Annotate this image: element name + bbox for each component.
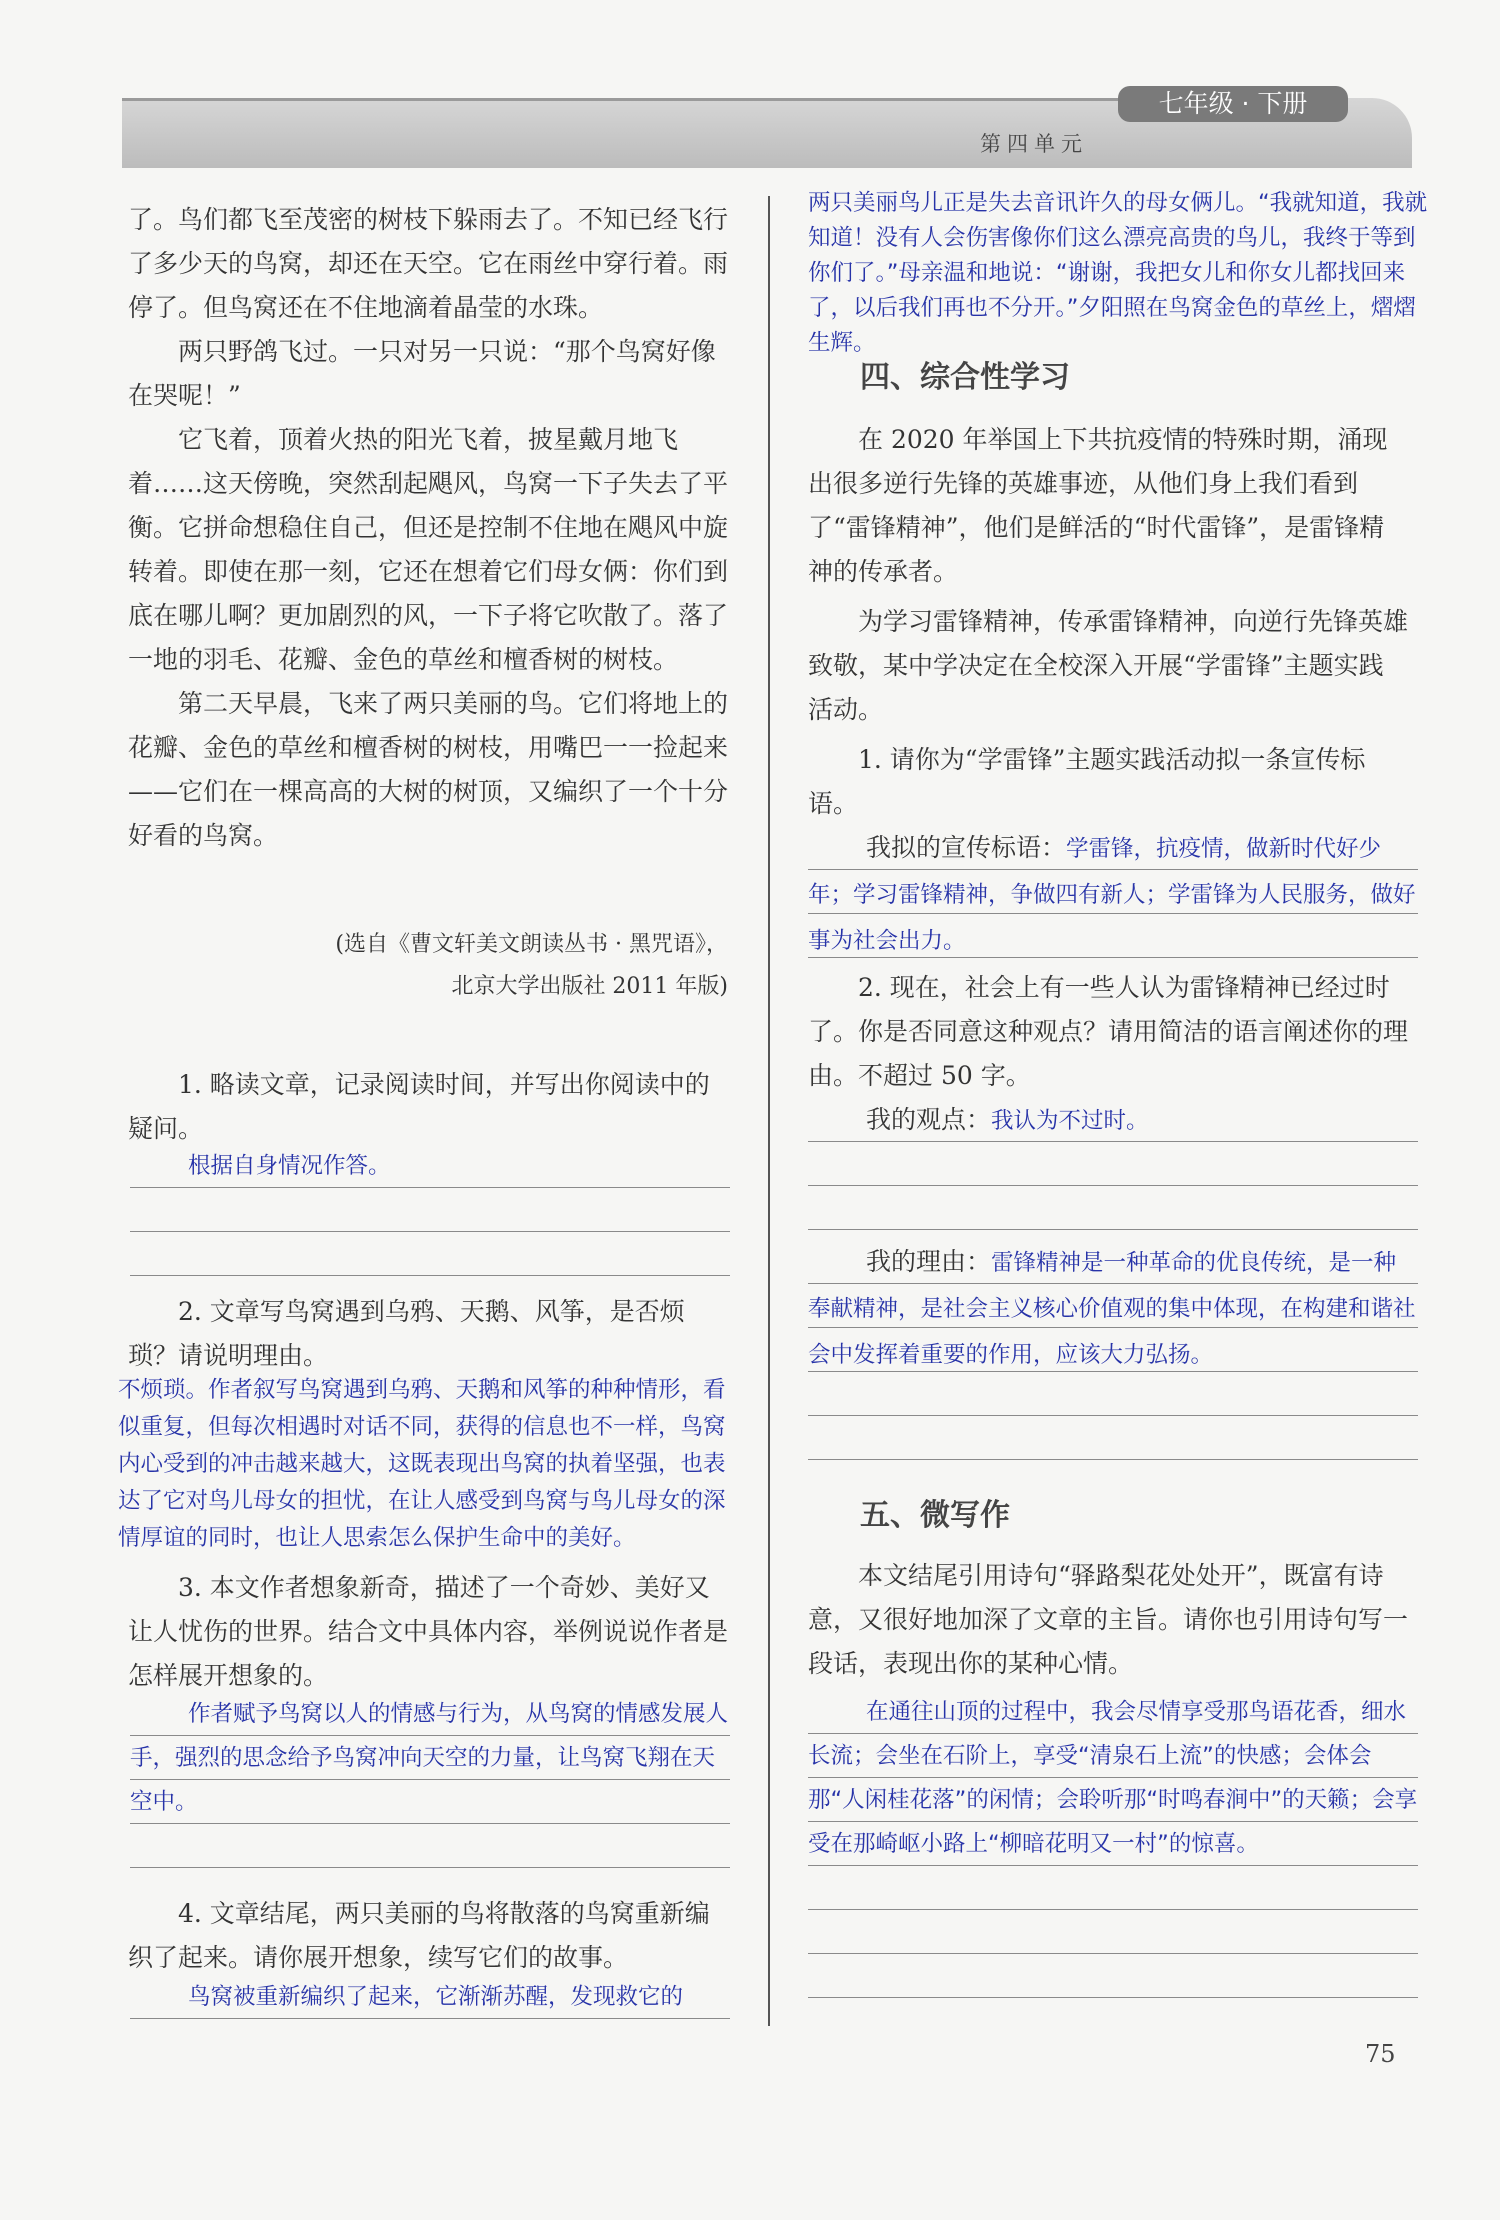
page-number: 75 (1365, 2040, 1396, 2068)
section-5-prompt: 本文结尾引用诗句“驿路梨花处处开”，既富有诗意，又很好地加深了文章的主旨。请你也引用诗句写一段话，表现出你的某种心情。 (808, 1561, 1409, 1678)
story-paragraph: 它飞着，顶着火热的阳光飞着，披星戴月地飞着……这天傍晚，突然刮起飓风，鸟窝一下子失去了平衡。它拼命想稳住自己，但还是控制不住地在飓风中旋转着。即使在那一刻，它还在想着它们母女俩：你们到底在哪儿啊？更加剧烈的风，一下子将它吹散了。落了一地的羽毛、花瓣、金色的草丝和檀香树的树枝。 (128, 425, 729, 674)
story-paragraph: 了。鸟们都飞至茂密的树枝下躲雨去了。不知已经飞行了多少天的鸟窝，却还在天空。它在雨丝中穿行着。雨停了。但鸟窝还在不住地滴着晶莹的水珠。 (128, 205, 729, 322)
source-line: (选自《曹文轩美文朗读丛书 · 黑咒语》， (335, 932, 728, 957)
slogan-label: 我拟的宣传标语： (866, 833, 1067, 862)
story-paragraph: 两只野鸽飞过。一只对另一只说：“那个鸟窝好像在哭呢！” (128, 337, 716, 410)
question-1: 1. 略读文章，记录阅读时间，并写出你阅读中的疑问。 (128, 1070, 710, 1143)
slogan-answer: 学雷锋，抗疫情，做新时代好少年；学习雷锋精神，争做四有新人；学雷锋为人民服务，做好事为社会出力。 (808, 836, 1416, 954)
section-5-answer: 在通往山顶的过程中，我会尽情享受那鸟语花香，细水长流；会坐在石阶上，享受“清泉石上流”的快感；会体会那“人闲桂花落”的闲情；会聆听那“时鸣春涧中”的天籁；会享受在那崎岖小路上“柳暗花明又一村”的惊喜。 (808, 1690, 1418, 1998)
section-5-title: 五、微写作 (860, 1498, 1010, 1533)
answer-1-text: 根据自身情况作答。 (188, 1153, 391, 1179)
view-block (808, 1098, 1418, 1230)
section-4-intro: 在 2020 年举国上下共抗疫情的特殊时期，涌现出很多逆行先锋的英雄事迹，从他们身上我们看到了“雷锋精神”，他们是鲜活的“时代雷锋”，是雷锋精神的传承者。 (808, 425, 1388, 586)
grade-label: 七年级 · 下册 (1118, 86, 1348, 122)
answer-4: 鸟窝被重新编织了起来，它渐渐苏醒，发现救它的 (130, 1975, 730, 2019)
unit-label: 第四单元 (980, 132, 1088, 156)
reason-answer: 雷锋精神是一种革命的优良传统，是一种奉献精神，是社会主义核心价值观的集中体现，在构建和谐社会中发挥着重要的作用，应该大力弘扬。 (808, 1250, 1416, 1368)
story-paragraph: 第二天早晨，飞来了两只美丽的鸟。它们将地上的花瓣、金色的草丝和檀香树的树枝，用嘴巴一一捡起来——它们在一棵高高的大树的树顶，又编织了一个十分好看的鸟窝。 (128, 689, 729, 850)
answer-3: 作者赋予鸟窝以人的情感与行为，从鸟窝的情感发展人手，强烈的思念给予鸟窝冲向天空的力量，让鸟窝飞翔在天空中。 (130, 1692, 730, 1868)
story-text (128, 198, 728, 858)
slogan-block (808, 826, 1418, 958)
question-r2: 2. 现在，社会上有一些人认为雷锋精神已经过时了。你是否同意这种观点？请用简洁的语言阐述你的理由。不超过 50 字。 (808, 973, 1409, 1090)
question-4: 4. 文章结尾，两只美丽的鸟将散落的鸟窝重新编织了起来。请你展开想象，续写它们的故事。 (128, 1899, 710, 1972)
answer-1 (130, 1144, 730, 1276)
reason-block (808, 1240, 1418, 1460)
view-answer: 我认为不过时。 (991, 1108, 1149, 1134)
reason-label: 我的理由： (866, 1247, 992, 1276)
column-divider (768, 196, 770, 2026)
question-2: 2. 文章写鸟窝遇到乌鸦、天鹅、风筝，是否烦琐？请说明理由。 (128, 1297, 685, 1370)
question-3: 3. 本文作者想象新奇，描述了一个奇妙、美好又让人忧伤的世界。结合文中具体内容，举例说说作者是怎样展开想象的。 (128, 1573, 729, 1690)
source-line: 北京大学出版社 2011 年版) (451, 974, 728, 999)
source-citation (128, 924, 728, 1008)
question-r1: 1. 请你为“学雷锋”主题实践活动拟一条宣传标语。 (808, 745, 1366, 818)
answer-4-continued: 两只美丽鸟儿正是失去音讯许久的母女俩儿。“我就知道，我就知道！没有人会伤害像你们这么漂亮高贵的鸟儿，我终于等到你们了。”母亲温和地说：“谢谢，我把女儿和你女儿都找回来了，以后我们再也不分开。”夕阳照在鸟窝金色的草丝上，熠熠生辉。 (808, 190, 1428, 356)
section-4-task: 为学习雷锋精神，传承雷锋精神，向逆行先锋英雄致敬，某中学决定在全校深入开展“学雷锋”主题实践活动。 (808, 607, 1409, 724)
view-label: 我的观点： (866, 1105, 992, 1134)
answer-2: 不烦琐。作者叙写鸟窝遇到乌鸦、天鹅和风筝的种种情形，看似重复，但每次相遇时对话不同，获得的信息也不一样，鸟窝内心受到的冲击越来越大，这既表现出鸟窝的执着坚强，也表达了它对鸟儿母女的担忧，在让人感受到鸟窝与鸟儿母女的深情厚谊的同时，也让人思索怎么保护生命中的美好。 (118, 1377, 726, 1551)
section-4-title: 四、综合性学习 (860, 360, 1070, 395)
